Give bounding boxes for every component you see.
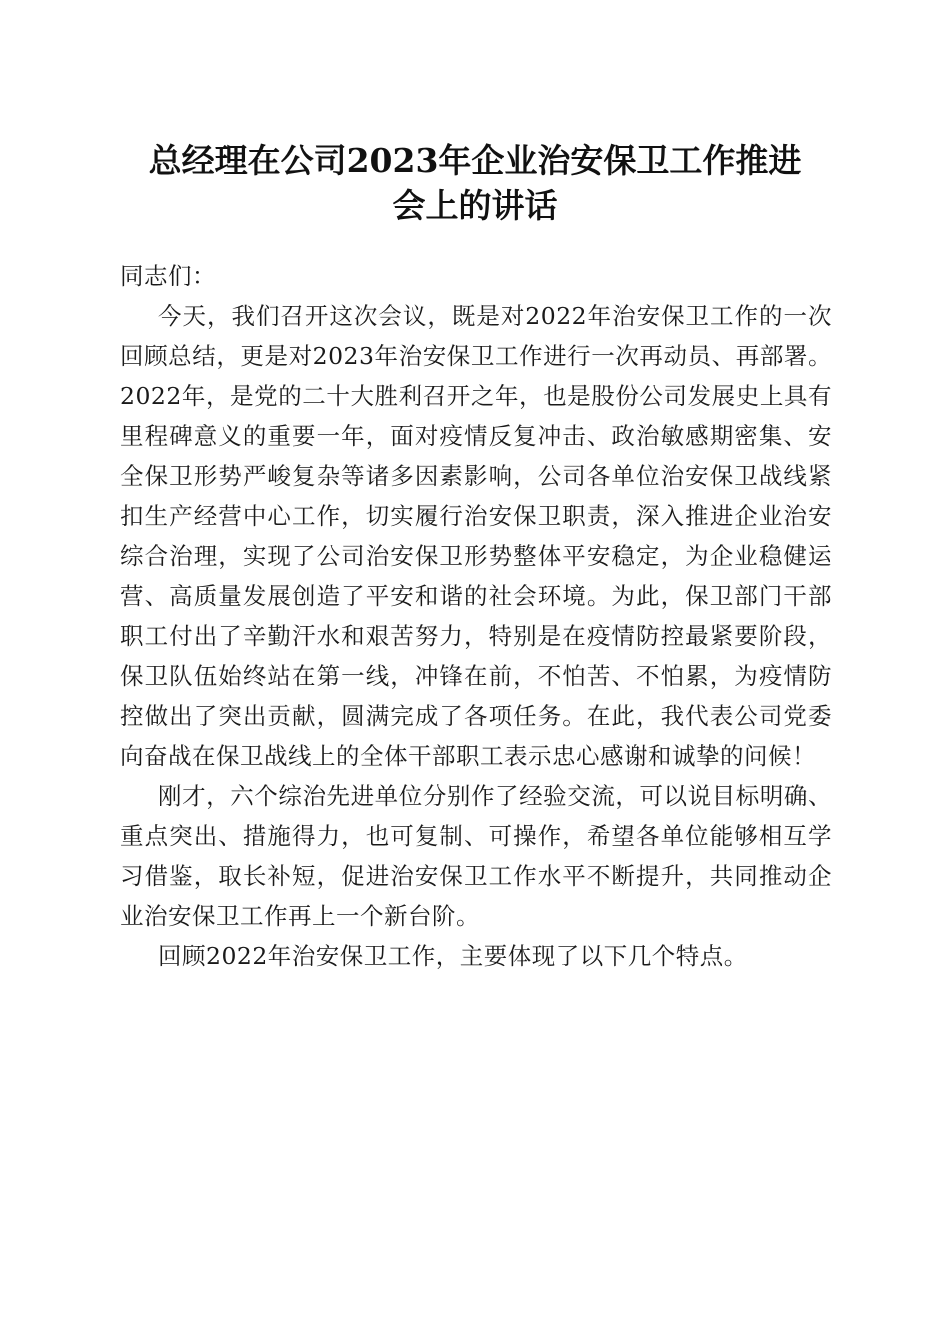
title-line-1: 总经理在公司2023年企业治安保卫工作推进 bbox=[148, 141, 802, 180]
paragraph-2: 刚才，六个综治先进单位分别作了经验交流，可以说目标明确、重点突出、措施得力，也可复制、可操作，希望各单位能够相互学习借鉴，取长补短，促进治安保卫工作水平不断提升，共同推动企业治安保卫工作再上一个新台阶。 bbox=[120, 782, 832, 930]
title-line-2: 会上的讲话 bbox=[392, 186, 558, 225]
paragraph-1: 今天，我们召开这次会议，既是对2022年治安保卫工作的一次回顾总结，更是对2023年治安保卫工作进行一次再动员、再部署。2022年，是党的二十大胜利召开之年，也是股份公司发展史上具有里程碑意义的重要一年，面对疫情反复冲击、政治敏感期密集、安全保卫形势严峻复杂等诸多因素影响，公司各单位治安保卫战线紧扣生产经营中心工作，切实履行治安保卫职责，深入推进企业治安综合治理，实现了公司治安保卫形势整体平安稳定，为企业稳健运营、高质量发展创造了平安和谐的社会环境。为此，保卫部门干部职工付出了辛勤汗水和艰苦努力，特别是在疫情防控最紧要阶段，保卫队伍始终站在第一线，冲锋在前，不怕苦、不怕累，为疫情防控做出了突出贡献，圆满完成了各项任务。在此，我代表公司党委向奋战在保卫战线上的全体干部职工表示忠心感谢和诚挚的问候！ bbox=[120, 302, 832, 770]
document-title bbox=[100, 138, 850, 228]
salutation: 同志们： bbox=[120, 262, 216, 290]
paragraph-3: 回顾2022年治安保卫工作，主要体现了以下几个特点。 bbox=[158, 942, 748, 970]
document-body bbox=[120, 256, 832, 976]
